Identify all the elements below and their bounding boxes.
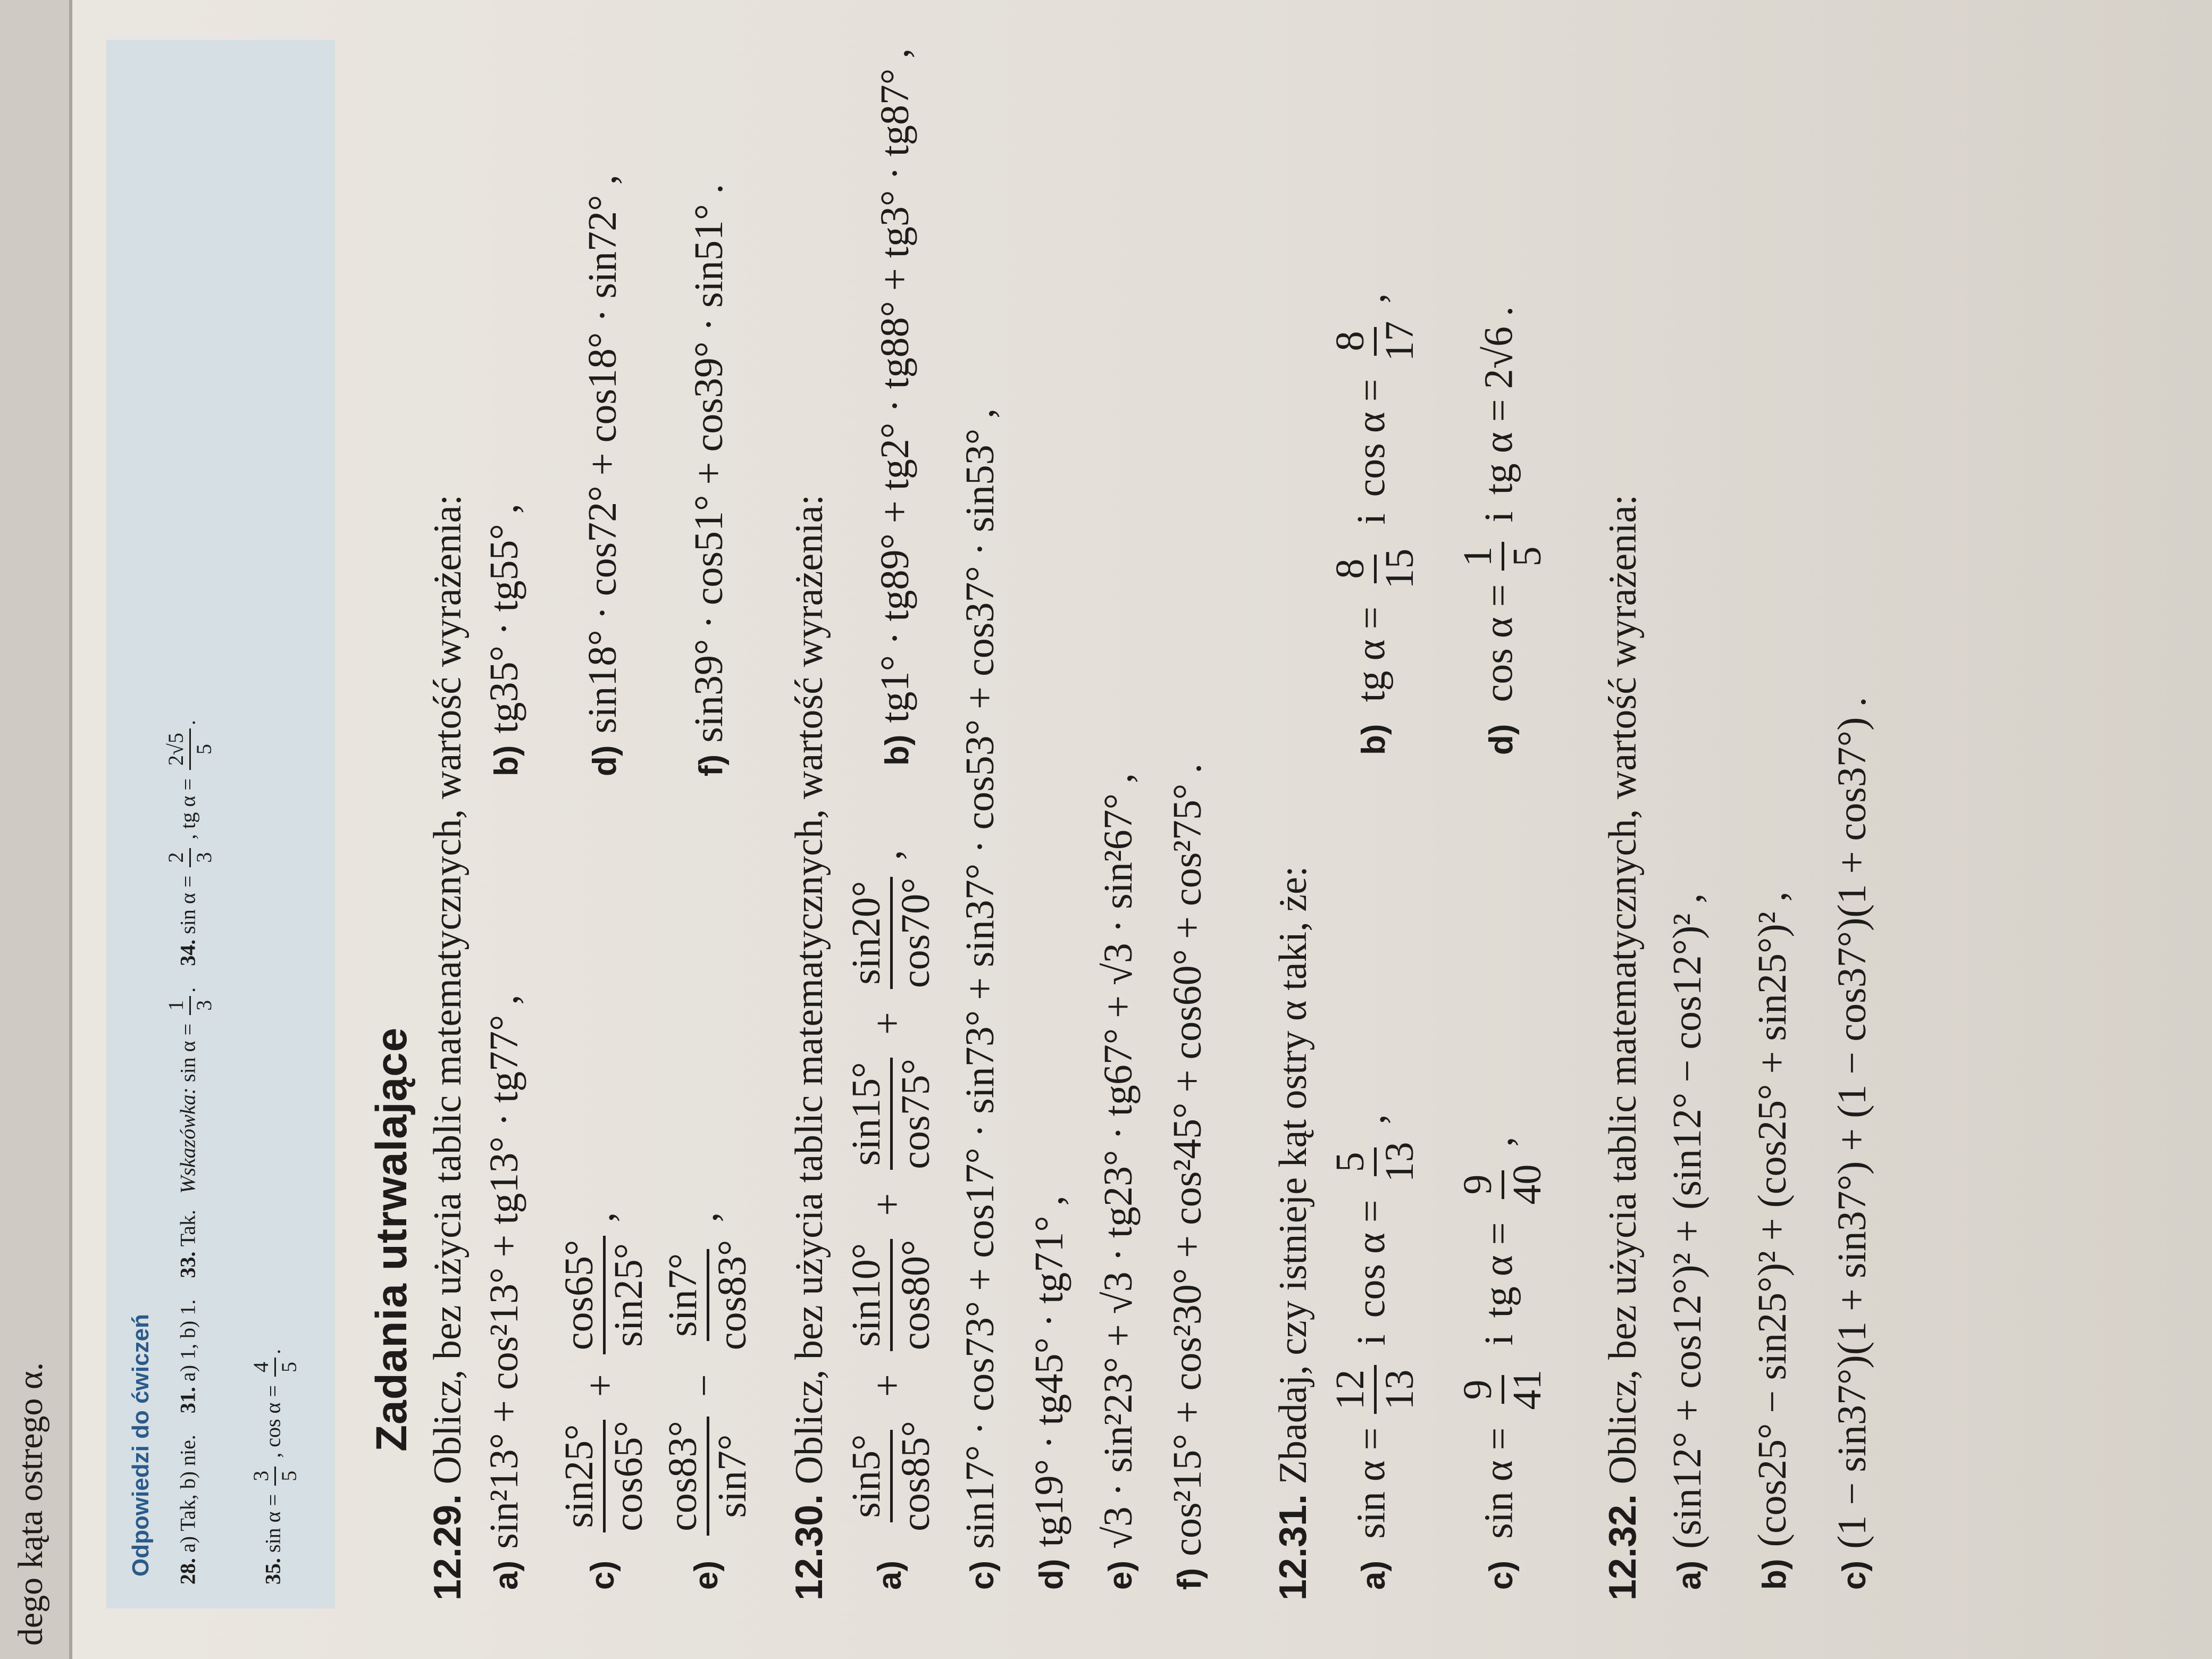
p1231-a (1329, 1114, 1421, 1590)
p1231-a-i: i (1348, 1334, 1394, 1346)
p1230-a-label: a) (871, 1560, 908, 1590)
p1230-a-frac-1 (845, 1417, 937, 1536)
p1229-c-d2: sin25° (606, 1243, 651, 1347)
problem-12-32-text: Oblicz, bez użycia tablic matematycznych, wartość wyrażenia: (1601, 494, 1645, 1485)
p1231-b-t1: tg α = (1348, 606, 1394, 702)
p1230-a-d4: cos70° (893, 877, 938, 988)
p1230-d (1026, 1195, 1073, 1590)
p1230-a-n1: sin5° (845, 1430, 893, 1522)
a35-num-1: 3 (250, 1467, 276, 1486)
p1231-b-n1: 8 (1329, 555, 1377, 583)
p1231-d-n1: 1 (1457, 542, 1504, 571)
p1231-b-frac-2 (1329, 317, 1421, 366)
a34-den-1: 3 (192, 852, 216, 863)
a35-den-1: 5 (277, 1470, 301, 1481)
p1230-b-label: b) (879, 734, 916, 766)
p1229-c-frac-1 (558, 1417, 650, 1536)
p1231-c-t1: sin α = (1476, 1427, 1521, 1539)
p1230-a-op3: + (865, 1012, 910, 1035)
p1230-d-label: d) (1033, 1559, 1070, 1590)
p1229-e-d1: sin7° (709, 1434, 755, 1518)
problem-12-29-number: 12.29. (426, 1494, 469, 1601)
problem-12-29-heading (425, 495, 471, 1601)
p1230-b (872, 48, 918, 766)
p1231-a-t2: cos α = (1348, 1200, 1394, 1318)
hint-text: sin α = (175, 1023, 200, 1082)
answer-34-fraction-2 (165, 728, 215, 770)
problem-12-30-number: 12.30. (788, 1494, 831, 1601)
p1230-a-frac-4 (845, 873, 937, 992)
p1229-e-label: e) (688, 1560, 725, 1590)
p1229-c (558, 1212, 650, 1590)
p1231-b-i: i (1348, 513, 1394, 525)
header-line: dego kąta ostrego α. (11, 1362, 50, 1646)
p1232-b (1749, 892, 1796, 1590)
p1232-b-expr: (cos25° − sin25°)² + (cos25° + sin25°)² , (1750, 891, 1795, 1547)
p1231-b-t2: cos α = (1348, 379, 1394, 497)
answer-34-text-1: sin α = (175, 875, 200, 934)
answer-33-text: Tak. (175, 1209, 200, 1247)
a35-num-2: 4 (250, 1358, 276, 1377)
answers-line-1: 28. a) Tak, b) nie. 31. a) 1, b) 1. 33. Tak. Wskazówka: sin α = 1 3 . 34. sin α = 2 3 , tg α = 2√5 5 . (164, 720, 216, 1585)
p1231-a-frac-1 (1329, 1365, 1421, 1414)
p1229-f (686, 184, 732, 776)
p1229-f-expr: sin39° · cos51° + cos39° · sin51° . (686, 183, 731, 743)
p1230-a-end: , (865, 850, 910, 860)
p1231-b-frac-1 (1329, 544, 1421, 593)
p1231-b-label: b) (1355, 724, 1392, 755)
problem-12-32-number: 12.32. (1602, 1494, 1644, 1601)
answer-34-number: 34. (175, 939, 200, 966)
p1232-c-label: c) (1836, 1560, 1873, 1590)
p1230-a-op2: + (865, 1193, 910, 1216)
p1231-d-i: i (1476, 511, 1521, 523)
p1229-a-label: a) (488, 1560, 525, 1590)
a34-num-1: 2 (165, 848, 191, 867)
p1229-b-label: b) (488, 745, 525, 776)
p1230-a-d1: cos85° (893, 1421, 938, 1531)
p1231-d-t2: tg α = 2√6 . (1476, 306, 1521, 495)
p1229-c-label: c) (584, 1560, 621, 1590)
p1231-d-frac-1 (1457, 542, 1549, 571)
answers-title: Odpowiedzi do ćwiczeń (128, 1314, 154, 1577)
p1229-e-n1: cos83° (662, 1417, 709, 1536)
answers-box (106, 40, 335, 1608)
answer-31-text: a) 1, b) 1. (175, 1299, 200, 1382)
p1229-c-frac-2 (558, 1236, 650, 1355)
problem-12-32-heading (1601, 495, 1646, 1601)
p1231-c-n2: 9 (1457, 1170, 1504, 1199)
p1229-e-n2: sin7° (662, 1249, 709, 1341)
p1231-c-n1: 9 (1457, 1375, 1504, 1404)
p1229-e-frac-2 (662, 1236, 754, 1355)
p1230-e-expr: √3 · sin²23° + √3 · tg23° · tg67° + √3 · sin²67° , (1096, 773, 1141, 1549)
p1231-b-d2: 17 (1377, 321, 1422, 362)
problem-12-29-text: Oblicz, bez użycia tablic matematycznych, wartość wyrażenia: (426, 494, 470, 1485)
p1231-a-d2: 13 (1377, 1142, 1422, 1183)
a34-den-2: 5 (192, 743, 216, 755)
answer-31-number: 31. (175, 1387, 200, 1414)
p1231-a-d1: 13 (1377, 1369, 1422, 1410)
p1230-f-expr: cos²15° + cos²30° + cos²45° + cos60° + cos²75° . (1165, 763, 1210, 1556)
p1232-b-label: b) (1756, 1559, 1793, 1590)
p1231-a-end: , (1348, 1114, 1394, 1125)
p1231-b-d1: 15 (1377, 548, 1422, 589)
a35-den-2: 5 (277, 1361, 301, 1372)
p1229-c-op: + (577, 1374, 623, 1397)
p1231-b-n2: 8 (1329, 327, 1377, 356)
p1231-c-d2: 40 (1504, 1164, 1549, 1205)
p1232-a (1664, 893, 1711, 1590)
p1231-c-t2: tg α = (1476, 1222, 1521, 1318)
p1229-c-d1: cos65° (606, 1421, 651, 1531)
p1230-a-frac-3 (845, 1054, 937, 1174)
p1230-f (1164, 764, 1211, 1590)
p1231-a-n1: 12 (1329, 1365, 1377, 1414)
problem-12-30-heading (787, 495, 832, 1601)
p1229-e-frac-1 (662, 1417, 754, 1536)
answer-34-fraction-1 (165, 848, 215, 867)
p1230-c (957, 408, 1003, 1590)
p1231-c-frac-1 (1457, 1365, 1549, 1414)
p1230-a (845, 850, 937, 1590)
p1231-c-end: , (1476, 1136, 1521, 1147)
problem-12-31-number: 12.31. (1272, 1494, 1314, 1601)
p1230-a-n2: sin10° (845, 1239, 893, 1351)
answer-35-fraction-1 (250, 1467, 300, 1486)
answer-28-number: 28. (175, 1558, 200, 1585)
problem-12-30-text: Oblicz, bez użycia tablic matematycznych, wartość wyrażenia: (787, 494, 831, 1485)
p1229-f-label: f) (693, 754, 730, 776)
p1230-a-frac-2 (845, 1236, 937, 1355)
p1229-e-end: , (681, 1212, 726, 1222)
p1231-a-frac-2 (1329, 1137, 1421, 1186)
answer-35-fraction-2 (250, 1358, 300, 1377)
problem-12-31-heading (1271, 866, 1316, 1601)
p1230-a-op1: + (865, 1374, 910, 1397)
p1230-d-expr: tg19° · tg45° · tg71° , (1027, 1195, 1071, 1547)
p1229-a (481, 994, 527, 1590)
p1232-a-expr: (sin12° + cos12°)² + (sin12° − cos12°)² , (1665, 893, 1710, 1549)
p1229-e-op: − (681, 1374, 726, 1397)
answer-34-text-2: , tg α = (175, 778, 200, 840)
p1231-c (1457, 1137, 1549, 1590)
p1230-e-label: e) (1102, 1560, 1139, 1590)
p1231-d-label: d) (1482, 724, 1520, 755)
p1230-c-label: c) (964, 1560, 1001, 1590)
p1230-c-expr: sin17° · cos73° + cos17° · sin73° + sin37° · cos53° + cos37° · sin53° , (958, 408, 1002, 1549)
p1229-e (662, 1212, 754, 1590)
p1230-a-d2: cos80° (893, 1239, 938, 1351)
p1229-c-end: , (577, 1212, 623, 1222)
hint-label: Wskazówka: (175, 1087, 200, 1194)
section-title: Zadania utrwalające (367, 1027, 416, 1452)
hint-den: 3 (192, 1000, 216, 1011)
a34-num-2: 2√5 (165, 728, 191, 770)
answer-35-number: 35. (261, 1558, 285, 1585)
p1232-c-expr: (1 − sin37°)(1 + sin37°) + (1 − cos37°)(1 + cos37°) . (1830, 697, 1874, 1549)
answer-35-text-2: , cos α = (261, 1385, 285, 1458)
problem-12-31-text: Zbadaj, czy istnieje kąt ostry α taki, że: (1271, 866, 1315, 1485)
p1230-e (1095, 773, 1142, 1590)
p1229-e-d2: cos83° (709, 1239, 755, 1351)
p1229-c-n2: cos65° (558, 1236, 606, 1355)
p1229-c-n1: sin25° (558, 1420, 606, 1532)
hint-num: 1 (165, 996, 191, 1015)
answer-28-text: a) Tak, b) nie. (175, 1435, 200, 1553)
answer-35-text-1: sin α = (261, 1494, 285, 1553)
p1231-c-frac-2 (1457, 1160, 1549, 1209)
p1230-a-n4: sin20° (845, 877, 893, 989)
p1229-d-expr: sin18° · cos72° + cos18° · sin72° , (580, 174, 625, 734)
answers-line-2: 35. sin α = 3 5 , cos α = 4 5 . (249, 1348, 301, 1585)
p1230-f-label: f) (1171, 1568, 1208, 1590)
p1231-a-n2: 5 (1329, 1147, 1377, 1176)
p1232-a-label: a) (1671, 1560, 1708, 1590)
p1231-c-i: i (1476, 1334, 1521, 1346)
p1231-b-end: , (1348, 293, 1394, 304)
p1231-d-t1: cos α = (1476, 584, 1521, 702)
p1230-a-n3: sin15° (845, 1058, 893, 1170)
hint-fraction (165, 996, 215, 1015)
p1231-d-d1: 5 (1504, 546, 1549, 567)
p1232-c (1829, 697, 1875, 1590)
p1229-a-expr: sin²13° + cos²13° + tg13° · tg77° , (482, 994, 526, 1549)
p1230-a-d3: cos75° (893, 1059, 938, 1169)
p1230-b-expr: tg1° · tg89° + tg2° · tg88° + tg3° · tg87° , (873, 48, 917, 723)
p1231-d (1457, 306, 1549, 755)
p1229-b (481, 504, 527, 776)
p1231-a-t1: sin α = (1348, 1427, 1394, 1539)
p1229-d-label: d) (586, 745, 623, 776)
p1231-b (1329, 294, 1421, 755)
answer-33-number: 33. (175, 1251, 200, 1278)
p1229-b-expr: tg35° · tg55° , (482, 504, 526, 734)
p1231-c-d1: 41 (1504, 1369, 1549, 1410)
p1229-d (580, 174, 626, 776)
p1231-c-label: c) (1482, 1560, 1520, 1590)
p1231-a-label: a) (1355, 1560, 1392, 1590)
